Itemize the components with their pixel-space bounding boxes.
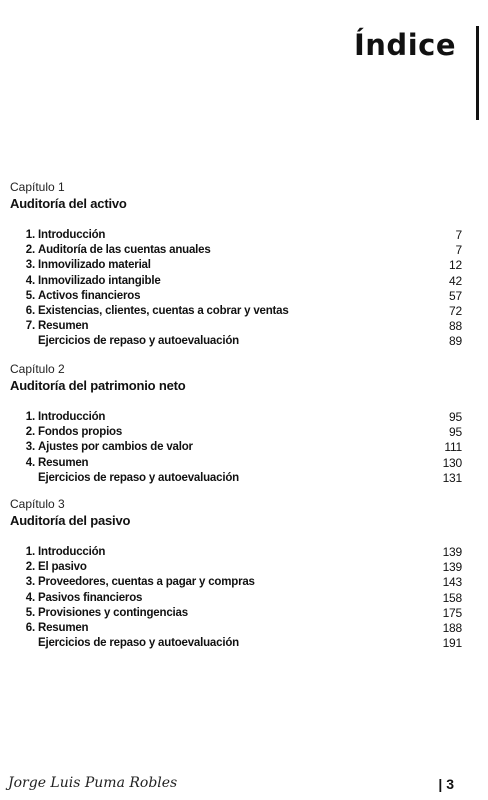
entry-title: El pasivo bbox=[38, 561, 87, 574]
toc-entry[interactable] bbox=[10, 258, 462, 273]
chapter-title: Auditoría del patrimonio neto bbox=[10, 378, 186, 393]
toc-entry[interactable] bbox=[10, 606, 462, 621]
entry-title: Inmovilizado intangible bbox=[38, 274, 161, 287]
entry-number: 3. bbox=[25, 259, 35, 272]
entry-page: 89 bbox=[449, 334, 462, 349]
entry-title: Existencias, clientes, cuentas a cobrar y ventas bbox=[38, 305, 289, 318]
entry-title: Introducción bbox=[38, 546, 106, 558]
chapter-entries bbox=[10, 228, 462, 350]
entry-title: Introducción bbox=[38, 411, 106, 423]
toc-entry[interactable] bbox=[10, 545, 462, 560]
entry-title: Ejercicios de repaso y autoevaluación bbox=[38, 471, 239, 484]
toc-entry[interactable] bbox=[10, 575, 462, 590]
entry-page: 191 bbox=[442, 636, 462, 651]
entry-number bbox=[10, 334, 38, 349]
toc-entry[interactable] bbox=[10, 304, 462, 319]
entry-page: 139 bbox=[442, 545, 462, 559]
side-rule bbox=[476, 26, 479, 120]
entry-title: Inmovilizado material bbox=[38, 259, 151, 272]
chapter-label: Capítulo 1 bbox=[10, 180, 65, 194]
chapter-label: Capítulo 3 bbox=[10, 497, 65, 511]
toc-entry[interactable] bbox=[10, 471, 462, 486]
entry-page: 72 bbox=[449, 304, 462, 319]
chapter-label: Capítulo 2 bbox=[10, 362, 65, 376]
footer-author: Jorge Luis Puma Robles bbox=[8, 775, 178, 791]
entry-title: Proveedores, cuentas a pagar y compras bbox=[38, 576, 255, 589]
entry-title: Introducción bbox=[38, 229, 106, 241]
chapter-3 bbox=[10, 497, 462, 651]
entry-number: 1. bbox=[25, 546, 35, 558]
entry-title: Resumen bbox=[38, 456, 89, 469]
entry-page: 57 bbox=[449, 288, 462, 303]
entry-title: Auditoría de las cuentas anuales bbox=[38, 244, 211, 257]
entry-number: 1. bbox=[25, 411, 35, 423]
entry-title: Ajustes por cambios de valor bbox=[38, 441, 193, 454]
entry-title: Provisiones y contingencias bbox=[38, 606, 188, 619]
entry-page: 7 bbox=[455, 228, 462, 242]
chapter-1 bbox=[10, 180, 462, 350]
toc-entry[interactable] bbox=[10, 560, 462, 575]
chapter-entries bbox=[10, 545, 462, 651]
entry-page: 131 bbox=[442, 470, 462, 485]
toc-entry[interactable] bbox=[10, 636, 462, 651]
entry-number: 5. bbox=[25, 289, 35, 302]
entry-number: 2. bbox=[25, 244, 35, 257]
entry-page: 139 bbox=[442, 560, 462, 575]
toc-entry[interactable] bbox=[10, 289, 462, 304]
entry-number: 4. bbox=[25, 591, 35, 604]
entry-title: Ejercicios de repaso y autoevaluación bbox=[38, 637, 239, 650]
toc-entry[interactable] bbox=[10, 410, 462, 425]
entry-title: Pasivos financieros bbox=[38, 591, 143, 604]
entry-page: 175 bbox=[442, 605, 462, 620]
toc-entry[interactable] bbox=[10, 621, 462, 636]
toc-entry[interactable] bbox=[10, 425, 462, 440]
entry-number: 3. bbox=[25, 441, 35, 454]
toc-entry[interactable] bbox=[10, 440, 462, 455]
entry-number: 3. bbox=[25, 576, 35, 589]
entry-page: 111 bbox=[444, 440, 462, 455]
entry-title: Resumen bbox=[38, 320, 89, 333]
entry-number: 5. bbox=[25, 606, 35, 619]
chapter-title: Auditoría del activo bbox=[10, 196, 127, 211]
toc-entry[interactable] bbox=[10, 319, 462, 334]
toc-entry[interactable] bbox=[10, 243, 462, 258]
entry-number: 1. bbox=[25, 229, 35, 241]
entry-number: 6. bbox=[25, 305, 35, 318]
chapter-2 bbox=[10, 362, 462, 486]
entry-number: 6. bbox=[25, 622, 35, 635]
toc-entry[interactable] bbox=[10, 591, 462, 606]
entry-page: 7 bbox=[455, 243, 462, 258]
page-number: 3 bbox=[446, 776, 454, 792]
entry-number bbox=[10, 471, 38, 486]
toc-entry[interactable] bbox=[10, 334, 462, 349]
entry-page: 188 bbox=[442, 621, 462, 636]
entry-page: 143 bbox=[442, 575, 462, 590]
entry-number: 4. bbox=[25, 456, 35, 469]
entry-page: 95 bbox=[449, 425, 462, 440]
entry-title: Fondos propios bbox=[38, 426, 123, 439]
toc-entry[interactable] bbox=[10, 456, 462, 471]
entry-title: Resumen bbox=[38, 622, 89, 635]
entry-page: 130 bbox=[442, 455, 462, 470]
entry-page: 88 bbox=[449, 319, 462, 334]
footer-page-number: | 3 bbox=[438, 776, 454, 792]
entry-page: 42 bbox=[449, 273, 462, 288]
entry-title: Ejercicios de repaso y autoevaluación bbox=[38, 335, 239, 348]
chapter-title: Auditoría del pasivo bbox=[10, 513, 131, 528]
chapter-entries bbox=[10, 410, 462, 486]
toc-entry[interactable] bbox=[10, 274, 462, 289]
page-title: Índice bbox=[354, 28, 456, 62]
entry-page: 158 bbox=[442, 590, 462, 605]
entry-title: Activos financieros bbox=[38, 289, 141, 302]
entry-number: 7. bbox=[25, 320, 35, 333]
entry-number bbox=[10, 636, 38, 651]
entry-number: 2. bbox=[25, 426, 35, 439]
entry-page: 95 bbox=[449, 410, 462, 424]
entry-page: 12 bbox=[449, 258, 462, 273]
entry-number: 4. bbox=[25, 274, 35, 287]
entry-number: 2. bbox=[25, 561, 35, 574]
toc-entry[interactable] bbox=[10, 228, 462, 243]
